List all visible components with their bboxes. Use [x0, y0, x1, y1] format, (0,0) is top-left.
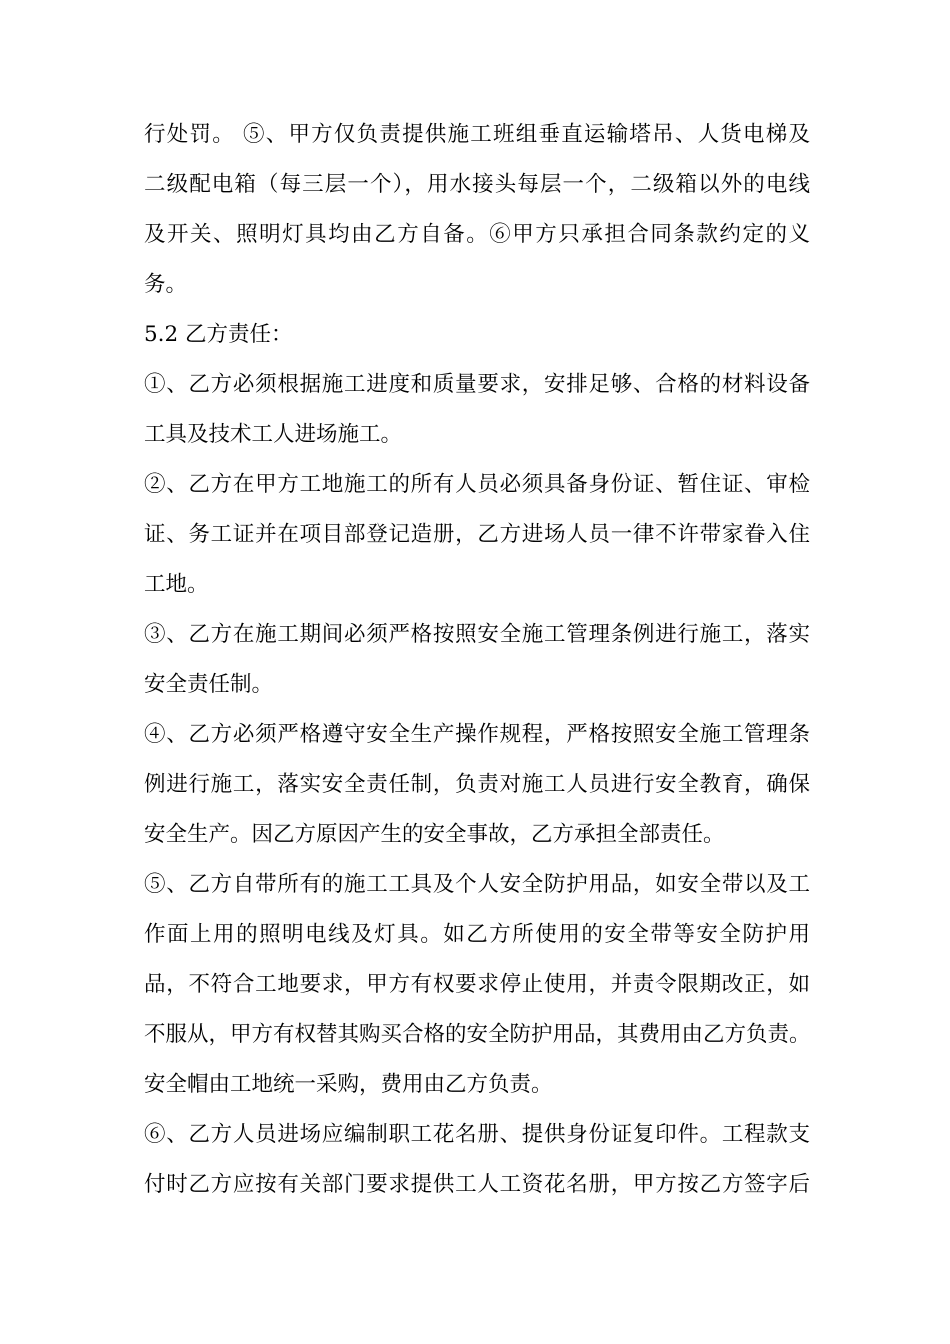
text-line: ⑤、乙方自带所有的施工工具及个人安全防护用品，如安全带以及工 [144, 872, 810, 897]
text-line: 证、务工证并在项目部登记造册，乙方进场人员一律不许带家眷入住 [144, 522, 810, 547]
text-line: 二级配电箱（每三层一个），用水接头每层一个，二级箱以外的电线 [144, 172, 810, 197]
text-line: ④、乙方必须严格遵守安全生产操作规程，严格按照安全施工管理条 [144, 722, 810, 747]
text-line: 务。 [144, 272, 188, 297]
text-line: 及开关、照明灯具均由乙方自备。⑥甲方只承担合同条款约定的义 [144, 222, 810, 247]
text-line: ⑥、乙方人员进场应编制职工花名册、提供身份证复印件。工程款支 [144, 1122, 810, 1147]
text-line: ③、乙方在施工期间必须严格按照安全施工管理条例进行施工，落实 [144, 622, 810, 647]
text-line: 工具及技术工人进场施工。 [144, 422, 403, 447]
text-line: 安全生产。因乙方原因产生的安全事故，乙方承担全部责任。 [144, 822, 725, 847]
text-line: 安全帽由工地统一采购，费用由乙方负责。 [144, 1072, 553, 1097]
text-line: 工地。 [144, 572, 209, 597]
text-line: ①、乙方必须根据施工进度和质量要求，安排足够、合格的材料设备 [144, 372, 810, 397]
text-line: 不服从，甲方有权替其购买合格的安全防护用品，其费用由乙方负责。 [144, 1022, 811, 1047]
text-line: ②、乙方在甲方工地施工的所有人员必须具备身份证、暂住证、审检 [144, 472, 810, 497]
section-heading: 5.2 乙方责任： [144, 322, 293, 347]
text-line: 安全责任制。 [144, 672, 274, 697]
text-line: 例进行施工，落实安全责任制，负责对施工人员进行安全教育，确保 [144, 772, 810, 797]
text-line: 行处罚。 ⑤、甲方仅负责提供施工班组垂直运输塔吊、人货电梯及 [144, 122, 810, 147]
text-line: 付时乙方应按有关部门要求提供工人工资花名册，甲方按乙方签字后 [144, 1172, 810, 1197]
text-line: 品，不符合工地要求，甲方有权要求停止使用，并责令限期改正，如 [144, 972, 810, 997]
text-line: 作面上用的照明电线及灯具。如乙方所使用的安全带等安全防护用 [144, 922, 810, 947]
